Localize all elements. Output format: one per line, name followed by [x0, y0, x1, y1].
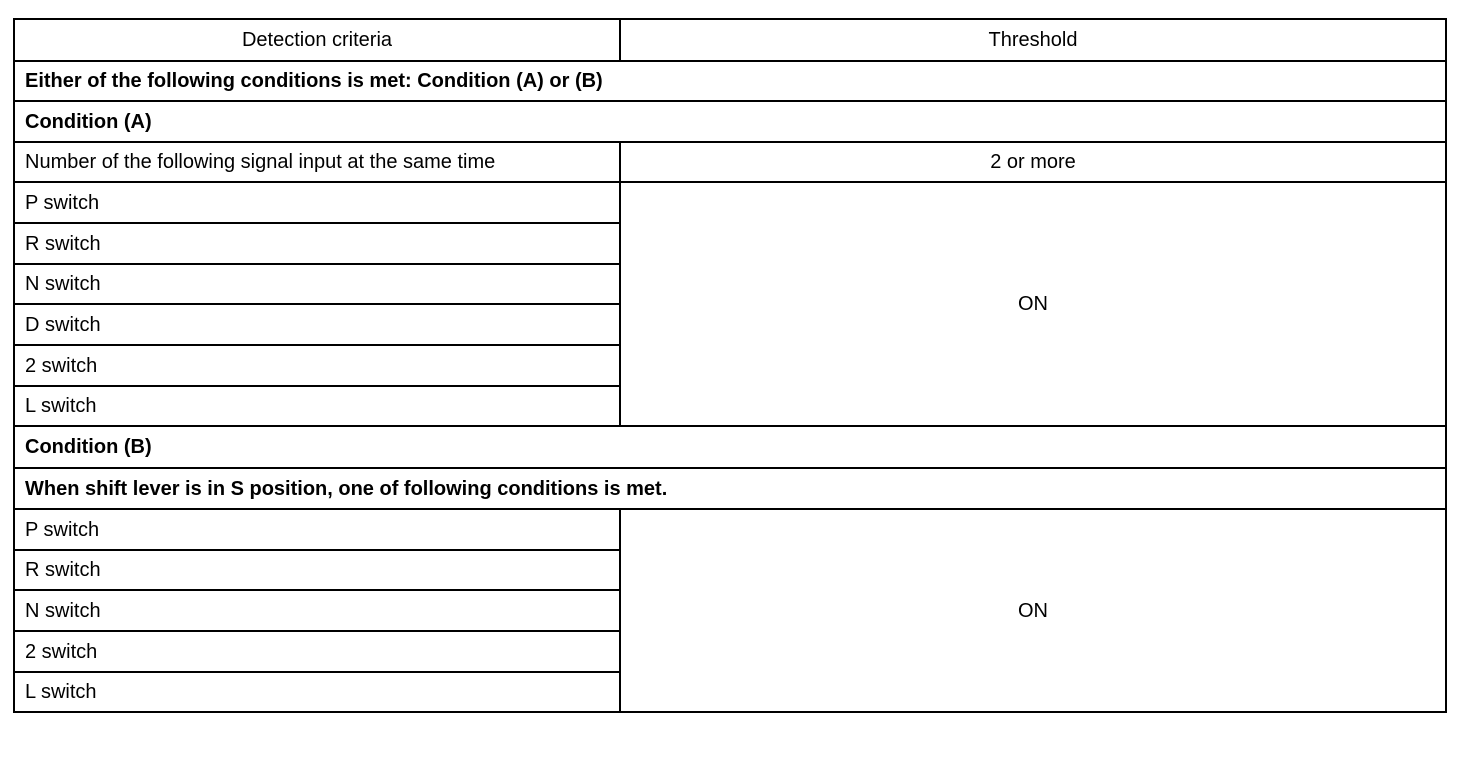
condition-b-row: [14, 426, 1446, 468]
criteria-column-header: Detection criteria: [14, 19, 620, 61]
condition-b-switch-l: L switch: [14, 672, 620, 712]
table-row: [14, 509, 1446, 550]
condition-b-switch-r: R switch: [14, 550, 620, 590]
condition-b-switch-p: P switch: [14, 509, 620, 550]
condition-a-switch-p: P switch: [14, 182, 620, 223]
condition-b-title: Condition (B): [14, 426, 1446, 468]
condition-a-title: Condition (A): [14, 101, 1446, 142]
header-row: [14, 19, 1446, 61]
condition-a-switch-d: D switch: [14, 304, 620, 345]
condition-a-signal-label: Number of the following signal input at the same time: [14, 142, 620, 182]
threshold-column-header: Threshold: [620, 19, 1446, 61]
condition-b-switch-2: 2 switch: [14, 631, 620, 672]
condition-a-signal-row: [14, 142, 1446, 182]
condition-b-description: When shift lever is in S position, one of following conditions is met.: [14, 468, 1446, 509]
detection-criteria-table: [13, 18, 1447, 713]
condition-a-switch-r: R switch: [14, 223, 620, 264]
condition-b-switch-threshold: ON: [620, 509, 1446, 712]
condition-b-switch-n: N switch: [14, 590, 620, 631]
condition-a-row: [14, 101, 1446, 142]
intro-row: [14, 61, 1446, 101]
intro-text: Either of the following conditions is met: Condition (A) or (B): [14, 61, 1446, 101]
condition-a-switch-n: N switch: [14, 264, 620, 304]
table-row: [14, 182, 1446, 223]
condition-a-switch-2: 2 switch: [14, 345, 620, 386]
condition-a-signal-threshold: 2 or more: [620, 142, 1446, 182]
condition-a-switch-threshold: ON: [620, 182, 1446, 426]
condition-a-switch-l: L switch: [14, 386, 620, 426]
condition-b-description-row: [14, 468, 1446, 509]
